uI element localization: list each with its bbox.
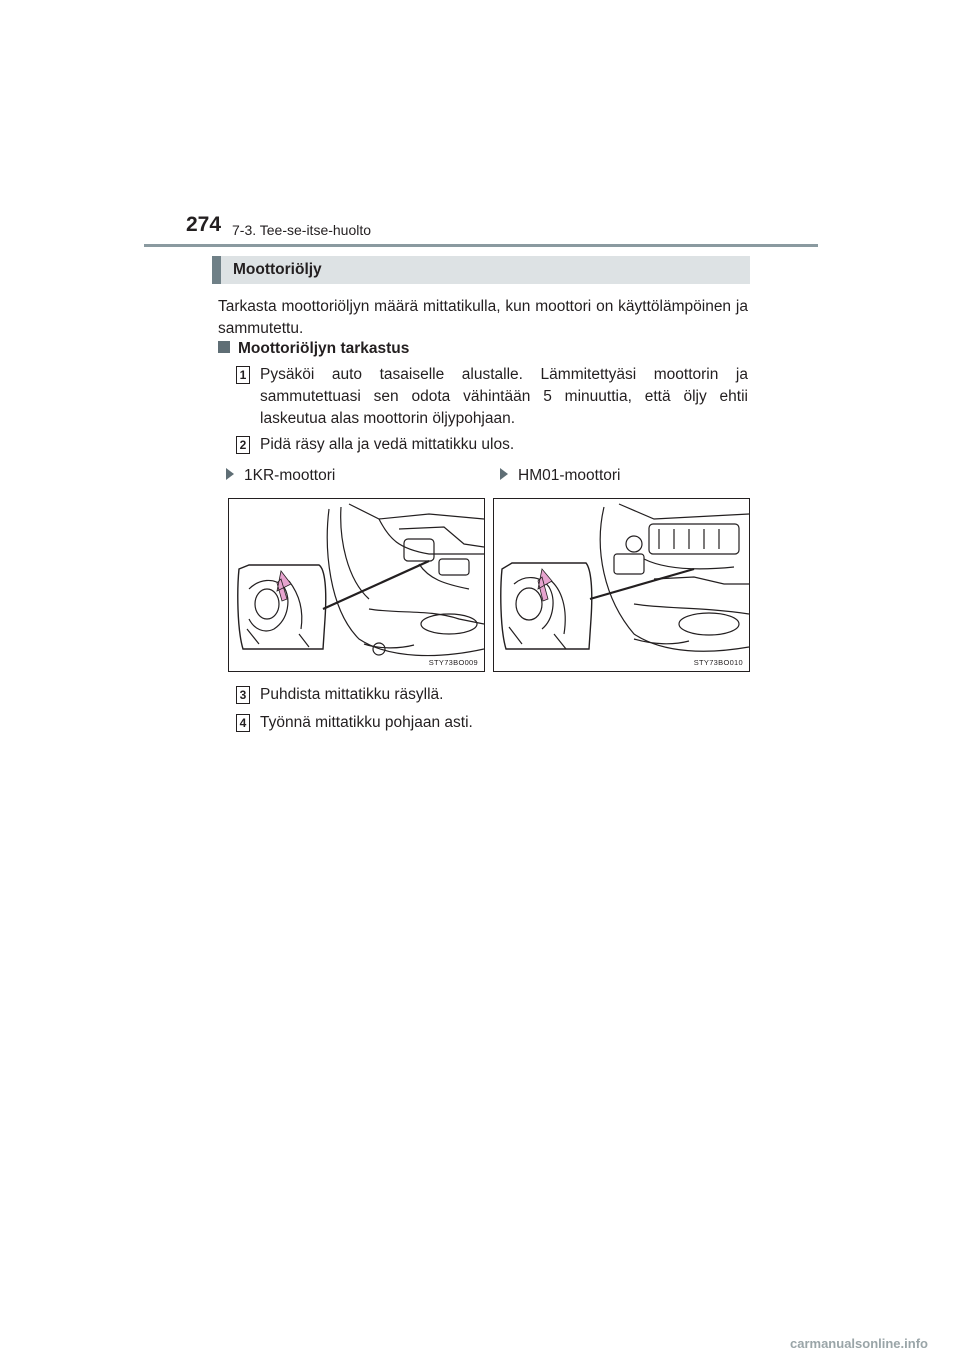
engine-illustration-hm01 [493,498,750,672]
header-rule [144,244,818,247]
image-code: STY73BO010 [693,658,743,667]
step-text: Työnnä mittatikku pohjaan asti. [260,714,473,731]
subheading [218,340,409,358]
variant-label-hm01 [500,467,621,485]
variant-label-text: HM01-moottori [518,467,621,484]
engine-drawing-1kr [229,499,485,672]
watermark: carmanualsonline.info [790,1336,928,1351]
step-text: Puhdista mittatikku räsyllä. [260,686,444,703]
section-header: 7-3. Tee-se-itse-huolto [232,222,372,238]
image-code: STY73BO009 [428,658,478,667]
page-title: Moottoriöljy [233,261,322,278]
triangle-bullet-icon [226,468,234,480]
variant-label-text: 1KR-moottori [244,467,336,484]
step-badge: 1 [236,366,250,384]
engine-illustration-1kr [228,498,485,672]
step-text: Pysäköi auto tasaiselle alustalle. Lämmitettyäsi moottorin ja sammutettuasi sen odota vähintään 5 minuuttia, että öljy ehtii laskeutua alas moottorin öljypohjaan. [260,366,748,427]
triangle-bullet-icon [500,468,508,480]
step-badge: 2 [236,436,250,454]
intro-paragraph: Tarkasta moottoriöljyn määrä mittatikulla, kun moottori on käyttölämpöinen ja sammutettu. [218,298,748,337]
step-badge: 3 [236,686,250,704]
square-bullet-icon [218,341,230,353]
subheading-text: Moottoriöljyn tarkastus [238,340,410,357]
page-number: 274 [186,213,222,236]
engine-drawing-hm01 [494,499,750,672]
highlight-arrow-icon [277,571,291,601]
title-bar [212,256,750,284]
step-badge: 4 [236,714,250,732]
variant-label-1kr [226,467,335,485]
step-text: Pidä räsy alla ja vedä mittatikku ulos. [260,436,515,453]
